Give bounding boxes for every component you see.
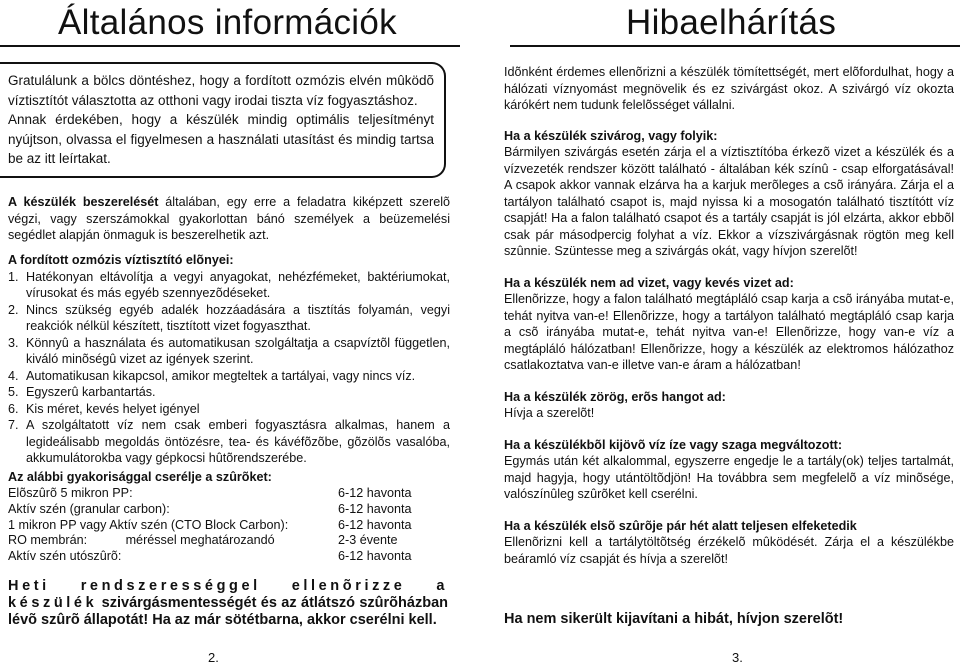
warning-rest: szivárgásmentességét és az átlátszó szûrõházban lévõ szûrõ állapotát! Ha az már sötétbarna, akkor cserélni kell. <box>8 595 448 628</box>
right-title-rule <box>510 45 960 47</box>
table-row <box>8 486 448 502</box>
intro-box <box>0 62 446 178</box>
table-row <box>8 518 448 534</box>
filter-interval: 2-3 évente <box>338 533 398 548</box>
list-item-text: Könnyû a használata és automatikusan szolgáltatja a csapvíztõl független, kiváló minõségû vizet az igények szerint. <box>26 335 450 366</box>
list-item <box>8 368 450 385</box>
filter-name: RO membrán: méréssel meghatározandó <box>8 533 275 548</box>
intro-paragraph-2: Annak érdekében, hogy a készülék mindig optimális teljesítményt nyújtson, olvassa el figyelmesen a használati utasítást és mindig tartsa be az itt leírtakat. <box>8 112 434 166</box>
right-page-title: Hibaelhárítás <box>626 3 837 42</box>
section-leak <box>504 128 954 260</box>
troubleshooting-content <box>504 64 954 567</box>
benefits-section <box>8 252 450 467</box>
section-text: Hívja a szerelõt! <box>504 406 595 420</box>
list-item-text: Hatékonyan eltávolítja a vegyi anyagokat, nehézfémeket, baktériumokat, vírusokat és más egyéb szennyezõdéseket. <box>26 269 450 300</box>
list-item-number: 6. <box>8 401 19 416</box>
table-row <box>8 533 448 549</box>
list-item <box>8 335 450 368</box>
filter-name: Aktív szén utószûrõ: <box>8 549 122 564</box>
filters-heading: Az alábbi gyakorisággal cserélje a szûrõket: <box>8 470 272 484</box>
filter-interval: 6-12 havonta <box>338 549 412 564</box>
weekly-check-warning <box>8 578 448 629</box>
list-item-number: 1. <box>8 269 19 284</box>
list-item-number: 2. <box>8 302 19 317</box>
section-no-water <box>504 275 954 374</box>
installation-text: általában, egy erre a feladatra kiképzett szerelõ végzi, vagy szerszámokkal gyakorlottan bánó személyek a beüzemelési segédlet alapján önmaguk is beszerelhetik azt. <box>8 195 451 242</box>
section-taste <box>504 437 954 503</box>
warning-spaced-line: Heti rendszerességgel ellenõrizze a készülék <box>8 578 448 611</box>
list-item-number: 7. <box>8 418 19 432</box>
filters-heading-block <box>8 469 450 486</box>
list-item-number: 5. <box>8 385 19 399</box>
troubleshooting-intro: Idõnként érdemes ellenõrizni a készülék tömítettségét, mert elõfordulhat, hogy a hálózati víznyomást megnövelik és ez szivárgást okoz. A szivárgó víz okozta kárókért nem tudunk felelõsséget vállalni. <box>504 65 954 112</box>
list-item-number: 3. <box>8 335 19 350</box>
list-item-text: Egyszerû karbantartás. <box>26 385 156 399</box>
installation-bold: A készülék beszerelését <box>8 195 159 209</box>
list-item-text: Kis méret, kevés helyet igényel <box>26 401 200 416</box>
section-noise <box>504 389 954 422</box>
section-heading: Ha a készülék nem ad vizet, vagy kevés vizet ad: <box>504 275 794 290</box>
section-heading: Ha a készülék szivárog, vagy folyik: <box>504 128 718 143</box>
list-item-text: A szolgáltatott víz nem csak emberi fogyasztásra alkalmas, hanem a legideálisabb megoldás öntözésre, tea- és kávéfõzõbe, gõzölõs vasalóba, akkumulátorokba vagy gépkocsi hûtõrendszerébe. <box>26 418 450 465</box>
filter-interval: 6-12 havonta <box>338 517 412 532</box>
list-item-text: Nincs szükség egyéb adalék hozzáadására a tisztítás folyamán, vegyi reakciók nélkül készített, tisztított vizet fogyaszthat. <box>26 302 450 333</box>
section-filter-darkening <box>504 518 954 568</box>
table-row <box>8 502 448 518</box>
page-number: 2. <box>208 650 219 665</box>
filter-name: Aktív szén (granular carbon): <box>8 501 170 516</box>
call-technician-note: Ha nem sikerült kijavítani a hibát, hívjon szerelõt! <box>504 611 844 627</box>
filter-interval: 6-12 havonta <box>338 486 412 500</box>
section-heading: Ha a készülékbõl kijövõ víz íze vagy szaga megváltozott: <box>504 437 843 452</box>
list-item-number: 4. <box>8 368 19 383</box>
table-row <box>8 549 448 565</box>
page-number: 3. <box>732 650 743 665</box>
filter-name: Elõszûrõ 5 mikron PP: <box>8 486 133 500</box>
list-item <box>8 417 450 467</box>
left-title-rule <box>0 45 460 47</box>
list-item-text: Automatikusan kikapcsol, amikor megteltek a tartályai, vagy nincs víz. <box>26 368 416 383</box>
left-page-title: Általános információk <box>58 3 397 42</box>
filter-name: 1 mikron PP vagy Aktív szén (CTO Block Carbon): <box>8 517 289 532</box>
section-heading: Ha a készülék elsõ szûrõje pár hét alatt teljesen elfeketedik <box>504 518 857 533</box>
section-text: Ellenõrizze, hogy a falon található megtápláló csap karja a csõ irányába mutat-e, tehát nyitva van-e! Ellenõrizze, hogy a tartályon található megtápláló csap karja a csõ irányába mutat-e, tehát nyitva van-e! Ellenõrizze, hogy van-e víz a megtápláló hálózatban! Ellenõrizze, hogy a készülék az elektromos hálózathoz csatlakoztatva van-e illetve van-e áram a hálózatban! <box>504 292 954 372</box>
filter-interval: 6-12 havonta <box>338 501 412 516</box>
installation-paragraph <box>8 194 450 244</box>
list-item <box>8 384 450 401</box>
filter-schedule-table <box>8 486 448 565</box>
section-heading: Ha a készülék zörög, erõs hangot ad: <box>504 389 726 404</box>
section-text: Ellenõrizni kell a tartálytöltõtség érzékelõ mûködését. Zárja el a készülékbe beáramló víz csapját és hívja a szerelõt! <box>504 535 954 566</box>
section-text: Egymás után két alkalommal, egyszerre engedje le a tartály(ok) teljes tartalmát, majd hagyja, hogy utántöltõdjön! Ha továbbra sem megfelelõ a víz minõsége, valószínûleg szûrõket kell cserélni. <box>504 454 954 501</box>
benefits-heading: A fordított ozmózis víztisztító elõnyei: <box>8 253 234 267</box>
list-item <box>8 401 450 418</box>
intro-paragraph-1: Gratulálunk a bölcs döntéshez, hogy a fordított ozmózis elvén mûködõ víztisztítót választotta az otthoni vagy irodai tiszta víz fogyasztáshoz. <box>8 73 434 108</box>
list-item <box>8 302 450 335</box>
section-text: Bármilyen szivárgás esetén zárja el a víztisztítóba érkezõ vizet a készülék és a vízvezeték rendszer között található - általában kék színû - csap elforgatásával! A csapok akkor vannak elzárva ha a karjuk merõleges a csõ irányára. Zárja el a tartályon található csapot is, majd nyissa ki a mosogatón található tisztítótt víz csapját! Ha a falon található csapot és a tartály csapját is jól elzárta, akkor ebbõl csak pár másodpercig folyhat a víz. Ekkor a vízszivárgásnak rögtön meg kell szûnnie. Szüntesse meg a szivárgás okát, vagy hívjon szerelõt! <box>504 145 954 258</box>
benefits-list <box>8 269 450 467</box>
list-item <box>8 269 450 302</box>
